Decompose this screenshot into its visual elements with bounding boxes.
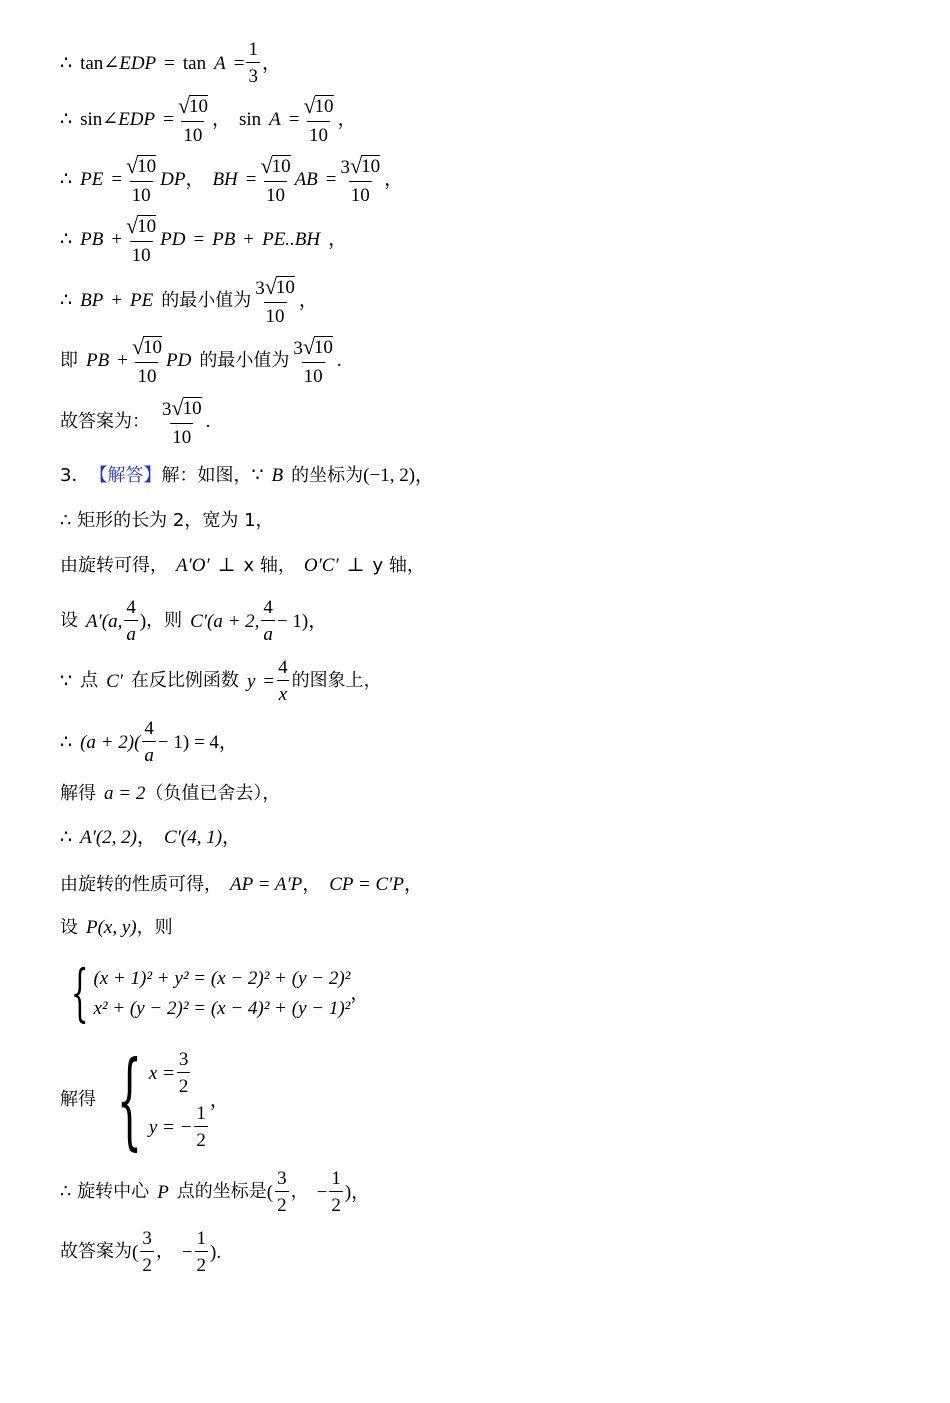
therefore-symbol: ∴ xyxy=(60,52,73,74)
min-value-text: 的最小值为 xyxy=(199,349,290,371)
system-rows xyxy=(93,963,350,1023)
line-set-A: 设 A′(a, $\frac{4}{a}$ ) ，则 C′(a + 2, $\frac{4}{a}$ − 1) ， xyxy=(60,597,328,645)
equals: = xyxy=(263,670,275,692)
system-equation-1: (x + 1)² + y² = (x − 2)² + (y − 2)² xyxy=(93,967,351,989)
left-brace: { xyxy=(116,1038,143,1161)
var-PB: PB xyxy=(86,350,110,372)
denominator: 10 xyxy=(307,121,330,145)
neg-dropped-text: （负值已舍去）， xyxy=(145,782,281,804)
comma: ， xyxy=(218,731,238,753)
radicand: 10 xyxy=(271,156,291,177)
question-number: 3． xyxy=(60,464,90,486)
rotation-text: 由旋转可得， xyxy=(60,554,168,576)
denominator: 2 xyxy=(177,1072,191,1096)
fraction-3-2 xyxy=(140,1229,154,1275)
rect-text: ∴ 矩形的长为 2，宽为 1， xyxy=(60,510,274,531)
var-y: y xyxy=(246,670,256,692)
line-answer-q3: 故答案为 ( $\frac{3}{2}$ ， − $\frac{1}{2}$ ) . xyxy=(60,1228,222,1276)
numerator: 4 xyxy=(278,657,288,678)
numerator xyxy=(124,155,158,181)
solution-row-x xyxy=(149,1046,210,1100)
radicand: 10 xyxy=(182,398,202,419)
var-PE: PE xyxy=(130,290,154,312)
var-B: B xyxy=(271,465,284,486)
numerator xyxy=(301,95,335,121)
denominator: 10 xyxy=(264,302,287,326)
coord-value: (−1, 2) xyxy=(363,465,416,486)
y-equals: y = − xyxy=(148,1116,193,1138)
AP-equal: AP = A′P xyxy=(230,874,303,895)
var-C-prime: C′ xyxy=(106,670,123,692)
comma: ， xyxy=(155,1241,174,1262)
sqrt xyxy=(172,397,202,420)
center-text: ∴ 旋转中心 xyxy=(60,1181,150,1202)
denominator: 2 xyxy=(194,1126,208,1150)
var-PD: PD xyxy=(166,350,192,372)
A-prime-value: A′(2, 2) xyxy=(80,827,138,848)
denominator: 10 xyxy=(135,362,158,386)
minus: − xyxy=(316,1181,328,1203)
fraction-3sqrt10-10 xyxy=(339,155,383,205)
answer-label: 故答案为： xyxy=(60,410,150,432)
numerator: 3 xyxy=(277,1168,287,1189)
fraction-sqrt10-10 xyxy=(124,215,158,265)
var-DP: DP xyxy=(160,169,186,191)
var-A: A xyxy=(269,109,281,131)
denominator: a xyxy=(261,620,275,644)
coefficient: 3 xyxy=(340,157,351,178)
answer-label: 故答案为 xyxy=(60,1241,132,1262)
minus: − xyxy=(181,1241,193,1263)
equals: = xyxy=(288,109,300,131)
solve-text: 解得 xyxy=(60,1089,96,1110)
comma: ， xyxy=(185,169,205,191)
fraction-3-2 xyxy=(177,1050,191,1096)
coefficient: 3 xyxy=(255,278,265,299)
solution-rows xyxy=(149,1046,210,1154)
denominator: 2 xyxy=(275,1191,289,1215)
system-row-1 xyxy=(93,963,350,993)
equation-system xyxy=(60,956,370,1029)
numerator: 4 xyxy=(263,597,273,618)
var-EDP: EDP xyxy=(119,52,157,74)
sin-label: sin xyxy=(80,109,103,131)
plus: + xyxy=(243,229,255,251)
fraction-sqrt10-10 xyxy=(124,155,158,205)
var-PD: PD xyxy=(160,229,186,251)
numerator xyxy=(259,155,293,181)
radical-sign: √ xyxy=(126,153,139,178)
radical-sign: √ xyxy=(303,93,316,118)
comma: ， xyxy=(351,1181,371,1203)
numerator xyxy=(160,397,204,423)
comma: ， xyxy=(415,465,435,486)
radicand: 10 xyxy=(143,337,163,358)
fraction-4-a xyxy=(124,598,138,644)
line-coords xyxy=(60,828,241,847)
period: . xyxy=(205,411,211,433)
line-solve-a xyxy=(60,784,280,803)
radicand: 10 xyxy=(275,277,295,298)
comma: ， xyxy=(328,229,348,251)
radical-sign: √ xyxy=(264,274,277,299)
fraction-4-x xyxy=(276,658,290,704)
line-pb-sum xyxy=(60,215,347,265)
line-point-c xyxy=(60,658,382,704)
then-text: ，则 xyxy=(146,610,183,631)
period: . xyxy=(216,1241,222,1263)
therefore-symbol: ∴ xyxy=(60,109,73,131)
coefficient: 3 xyxy=(293,338,303,359)
denominator: 10 xyxy=(349,181,372,205)
var-PB: PB xyxy=(80,229,104,251)
sqrt xyxy=(303,336,333,359)
denominator: a xyxy=(124,620,138,644)
fraction-sqrt10-10 xyxy=(301,95,335,145)
denominator: 2 xyxy=(140,1251,154,1275)
denominator: 10 xyxy=(170,423,193,447)
comma: ， xyxy=(308,610,328,632)
C-prime-value: C′(4, 1) xyxy=(164,827,223,848)
var-BH: BH xyxy=(212,169,238,191)
fraction-3-2 xyxy=(275,1169,289,1215)
denominator: 3 xyxy=(246,62,260,86)
rot-prop-text: 由旋转的性质可得， xyxy=(60,873,222,895)
eq-right: − 1) = 4 xyxy=(157,731,219,753)
function-text: 在反比例函数 xyxy=(130,670,239,691)
sqrt xyxy=(126,155,156,178)
comma: ， xyxy=(137,827,157,848)
then-text: ，则 xyxy=(136,916,173,938)
radical-sign: √ xyxy=(302,334,315,359)
perp-symbol: ⊥ xyxy=(217,555,236,576)
fraction-sqrt10-10 xyxy=(259,155,293,205)
var-AB: AB xyxy=(294,169,318,191)
solution-row-y xyxy=(149,1100,210,1154)
comma: ， xyxy=(298,290,318,312)
numerator: 1 xyxy=(196,1103,206,1124)
denominator: a xyxy=(142,741,156,765)
point-text: 点 xyxy=(80,670,99,691)
system-equation-2: x² + (y − 2)² = (x − 4)² + (y − 1)² xyxy=(93,997,351,1019)
equals: = xyxy=(193,229,205,251)
comma: ， xyxy=(403,874,423,895)
numerator xyxy=(339,155,383,181)
var-A: A xyxy=(214,52,226,74)
because-symbol: ∵ xyxy=(251,465,264,486)
fraction-1-3 xyxy=(246,40,260,86)
x-equals: x = xyxy=(148,1062,175,1084)
sqrt xyxy=(265,276,295,299)
eq-left: (a + 2)( xyxy=(80,731,141,753)
sqrt xyxy=(132,336,162,359)
comma: ， xyxy=(384,169,404,191)
equals: = xyxy=(164,52,175,74)
radicand: 10 xyxy=(313,337,333,358)
min-value-text: 的最小值为 xyxy=(161,289,252,311)
numerator: 3 xyxy=(178,1049,189,1070)
line-tan xyxy=(60,40,281,86)
var-OC: O′C′ xyxy=(303,555,339,576)
numerator xyxy=(176,95,210,121)
y-axis-text: y 轴， xyxy=(372,554,425,576)
coefficient: 3 xyxy=(162,399,172,420)
coord-text: 的坐标为 xyxy=(291,464,364,486)
numerator: 1 xyxy=(331,1168,341,1189)
fraction-3sqrt10-10 xyxy=(291,336,335,386)
radicand: 10 xyxy=(137,216,157,237)
therefore-symbol: ∴ xyxy=(60,229,73,251)
period: . xyxy=(336,350,342,372)
sqrt xyxy=(350,155,380,178)
line-ji xyxy=(60,336,342,386)
sin-label-2: sin xyxy=(238,109,262,131)
tan-label-2: tan xyxy=(182,52,207,74)
angle-symbol: ∠ xyxy=(103,52,120,74)
denominator: 10 xyxy=(130,181,153,205)
line-pe-bh xyxy=(60,155,403,205)
line-center: ∴ 旋转中心 P 点的坐标是 ( $\frac{3}{2}$ ， − $\frac{1}{2}$ ) ， xyxy=(60,1168,371,1216)
numerator: 4 xyxy=(126,597,136,618)
numerator xyxy=(253,276,297,302)
therefore-symbol: ∴ xyxy=(60,731,73,753)
var-P: P xyxy=(157,1181,169,1203)
fraction-1-2 xyxy=(194,1104,208,1150)
numerator xyxy=(124,215,158,241)
comma: ， xyxy=(302,874,322,895)
var-PB: PB xyxy=(212,229,236,251)
line-sin xyxy=(60,95,357,145)
graph-text: 的图象上， xyxy=(291,670,382,691)
plus: + xyxy=(111,290,123,312)
var-PE-geq-BH: PE..BH xyxy=(262,229,321,251)
line-rot-prop xyxy=(60,875,423,894)
plus: + xyxy=(117,350,128,372)
numerator: 1 xyxy=(248,39,258,60)
radical-sign: √ xyxy=(171,395,184,420)
fraction-4-a xyxy=(142,719,156,765)
ji-text: 即 xyxy=(60,349,78,371)
numerator: 1 xyxy=(196,1228,207,1249)
line-rotation xyxy=(60,556,425,575)
radicand: 10 xyxy=(361,156,381,177)
var-PE: PE xyxy=(80,169,104,191)
denominator: 10 xyxy=(181,121,204,145)
line-rect xyxy=(60,512,274,530)
tan-label: tan xyxy=(80,52,104,74)
comma: ， xyxy=(222,827,242,848)
line-set-P xyxy=(60,918,173,937)
radical-sign: √ xyxy=(126,213,139,238)
equals: = xyxy=(245,169,257,191)
plus: + xyxy=(111,229,123,251)
numerator: 3 xyxy=(142,1228,152,1249)
comma: ， xyxy=(290,1181,309,1202)
solve-text: 解得 xyxy=(60,782,96,804)
sqrt xyxy=(126,215,156,238)
fraction-sqrt10-10 xyxy=(130,336,164,386)
fraction-4-a xyxy=(261,598,275,644)
radical-sign: √ xyxy=(177,93,190,118)
fraction-3sqrt10-10 xyxy=(160,397,204,447)
A-prime-coord: A′(a, xyxy=(86,610,123,632)
therefore-symbol: ∴ xyxy=(60,827,73,848)
equals: = xyxy=(163,109,174,131)
line-equation xyxy=(60,719,238,765)
fraction-1-2 xyxy=(195,1229,209,1275)
var-EDP: EDP xyxy=(118,109,156,131)
system-row-2 xyxy=(93,993,350,1023)
comma: ， xyxy=(209,1089,229,1111)
numerator xyxy=(291,336,335,362)
equals: = xyxy=(233,52,245,74)
minus-one: − 1) xyxy=(276,610,309,632)
radical-sign: √ xyxy=(131,334,145,359)
sqrt xyxy=(178,95,208,118)
line-q3-header xyxy=(60,466,434,485)
denominator: 10 xyxy=(264,181,287,205)
answer-tag: 【解答】 xyxy=(89,464,162,486)
angle-symbol: ∠ xyxy=(102,109,119,131)
therefore-symbol: ∴ xyxy=(60,290,73,312)
sqrt xyxy=(303,95,333,118)
therefore-symbol: ∴ xyxy=(60,169,73,191)
comma: ， xyxy=(261,52,281,74)
denominator: 2 xyxy=(329,1191,343,1215)
intro-text: 解：如图， xyxy=(161,464,252,486)
fraction-3sqrt10-10 xyxy=(253,276,297,326)
a-value: a = 2 xyxy=(104,783,146,804)
set-text: 设 xyxy=(60,916,78,938)
var-AO: A′O′ xyxy=(176,555,210,576)
x-axis-text: x 轴， xyxy=(243,554,296,576)
C-prime-coord: C′(a + 2, xyxy=(190,610,260,632)
line-answer-q2 xyxy=(60,397,210,447)
comma: ， xyxy=(211,109,231,131)
set-text: 设 xyxy=(60,610,78,631)
denominator: 2 xyxy=(195,1251,209,1275)
radicand: 10 xyxy=(188,96,208,117)
equals: = xyxy=(111,169,123,191)
coord-text: 点的坐标是 xyxy=(176,1181,267,1202)
fraction-sqrt10-10 xyxy=(176,95,210,145)
comma: ， xyxy=(350,982,370,1004)
radicand: 10 xyxy=(137,156,157,177)
equals: = xyxy=(325,169,337,191)
line-min-bp-pe xyxy=(60,276,318,326)
numerator: 4 xyxy=(144,718,154,739)
perp-symbol: ⊥ xyxy=(346,555,365,576)
denominator: x xyxy=(277,680,289,704)
radical-sign: √ xyxy=(260,153,273,178)
fraction-1-2 xyxy=(329,1169,343,1215)
denominator: 10 xyxy=(302,362,325,386)
comma: ， xyxy=(337,109,357,131)
radical-sign: √ xyxy=(350,153,363,178)
P-coord: P(x, y) xyxy=(86,917,137,938)
var-BP: BP xyxy=(80,290,104,312)
radicand: 10 xyxy=(314,96,334,117)
denominator: 10 xyxy=(130,241,153,265)
left-brace: { xyxy=(70,956,89,1029)
CP-equal: CP = C′P xyxy=(329,874,404,895)
sqrt xyxy=(261,155,291,178)
solution-system xyxy=(60,1038,229,1161)
because-symbol: ∵ xyxy=(60,670,73,692)
numerator xyxy=(130,336,164,362)
